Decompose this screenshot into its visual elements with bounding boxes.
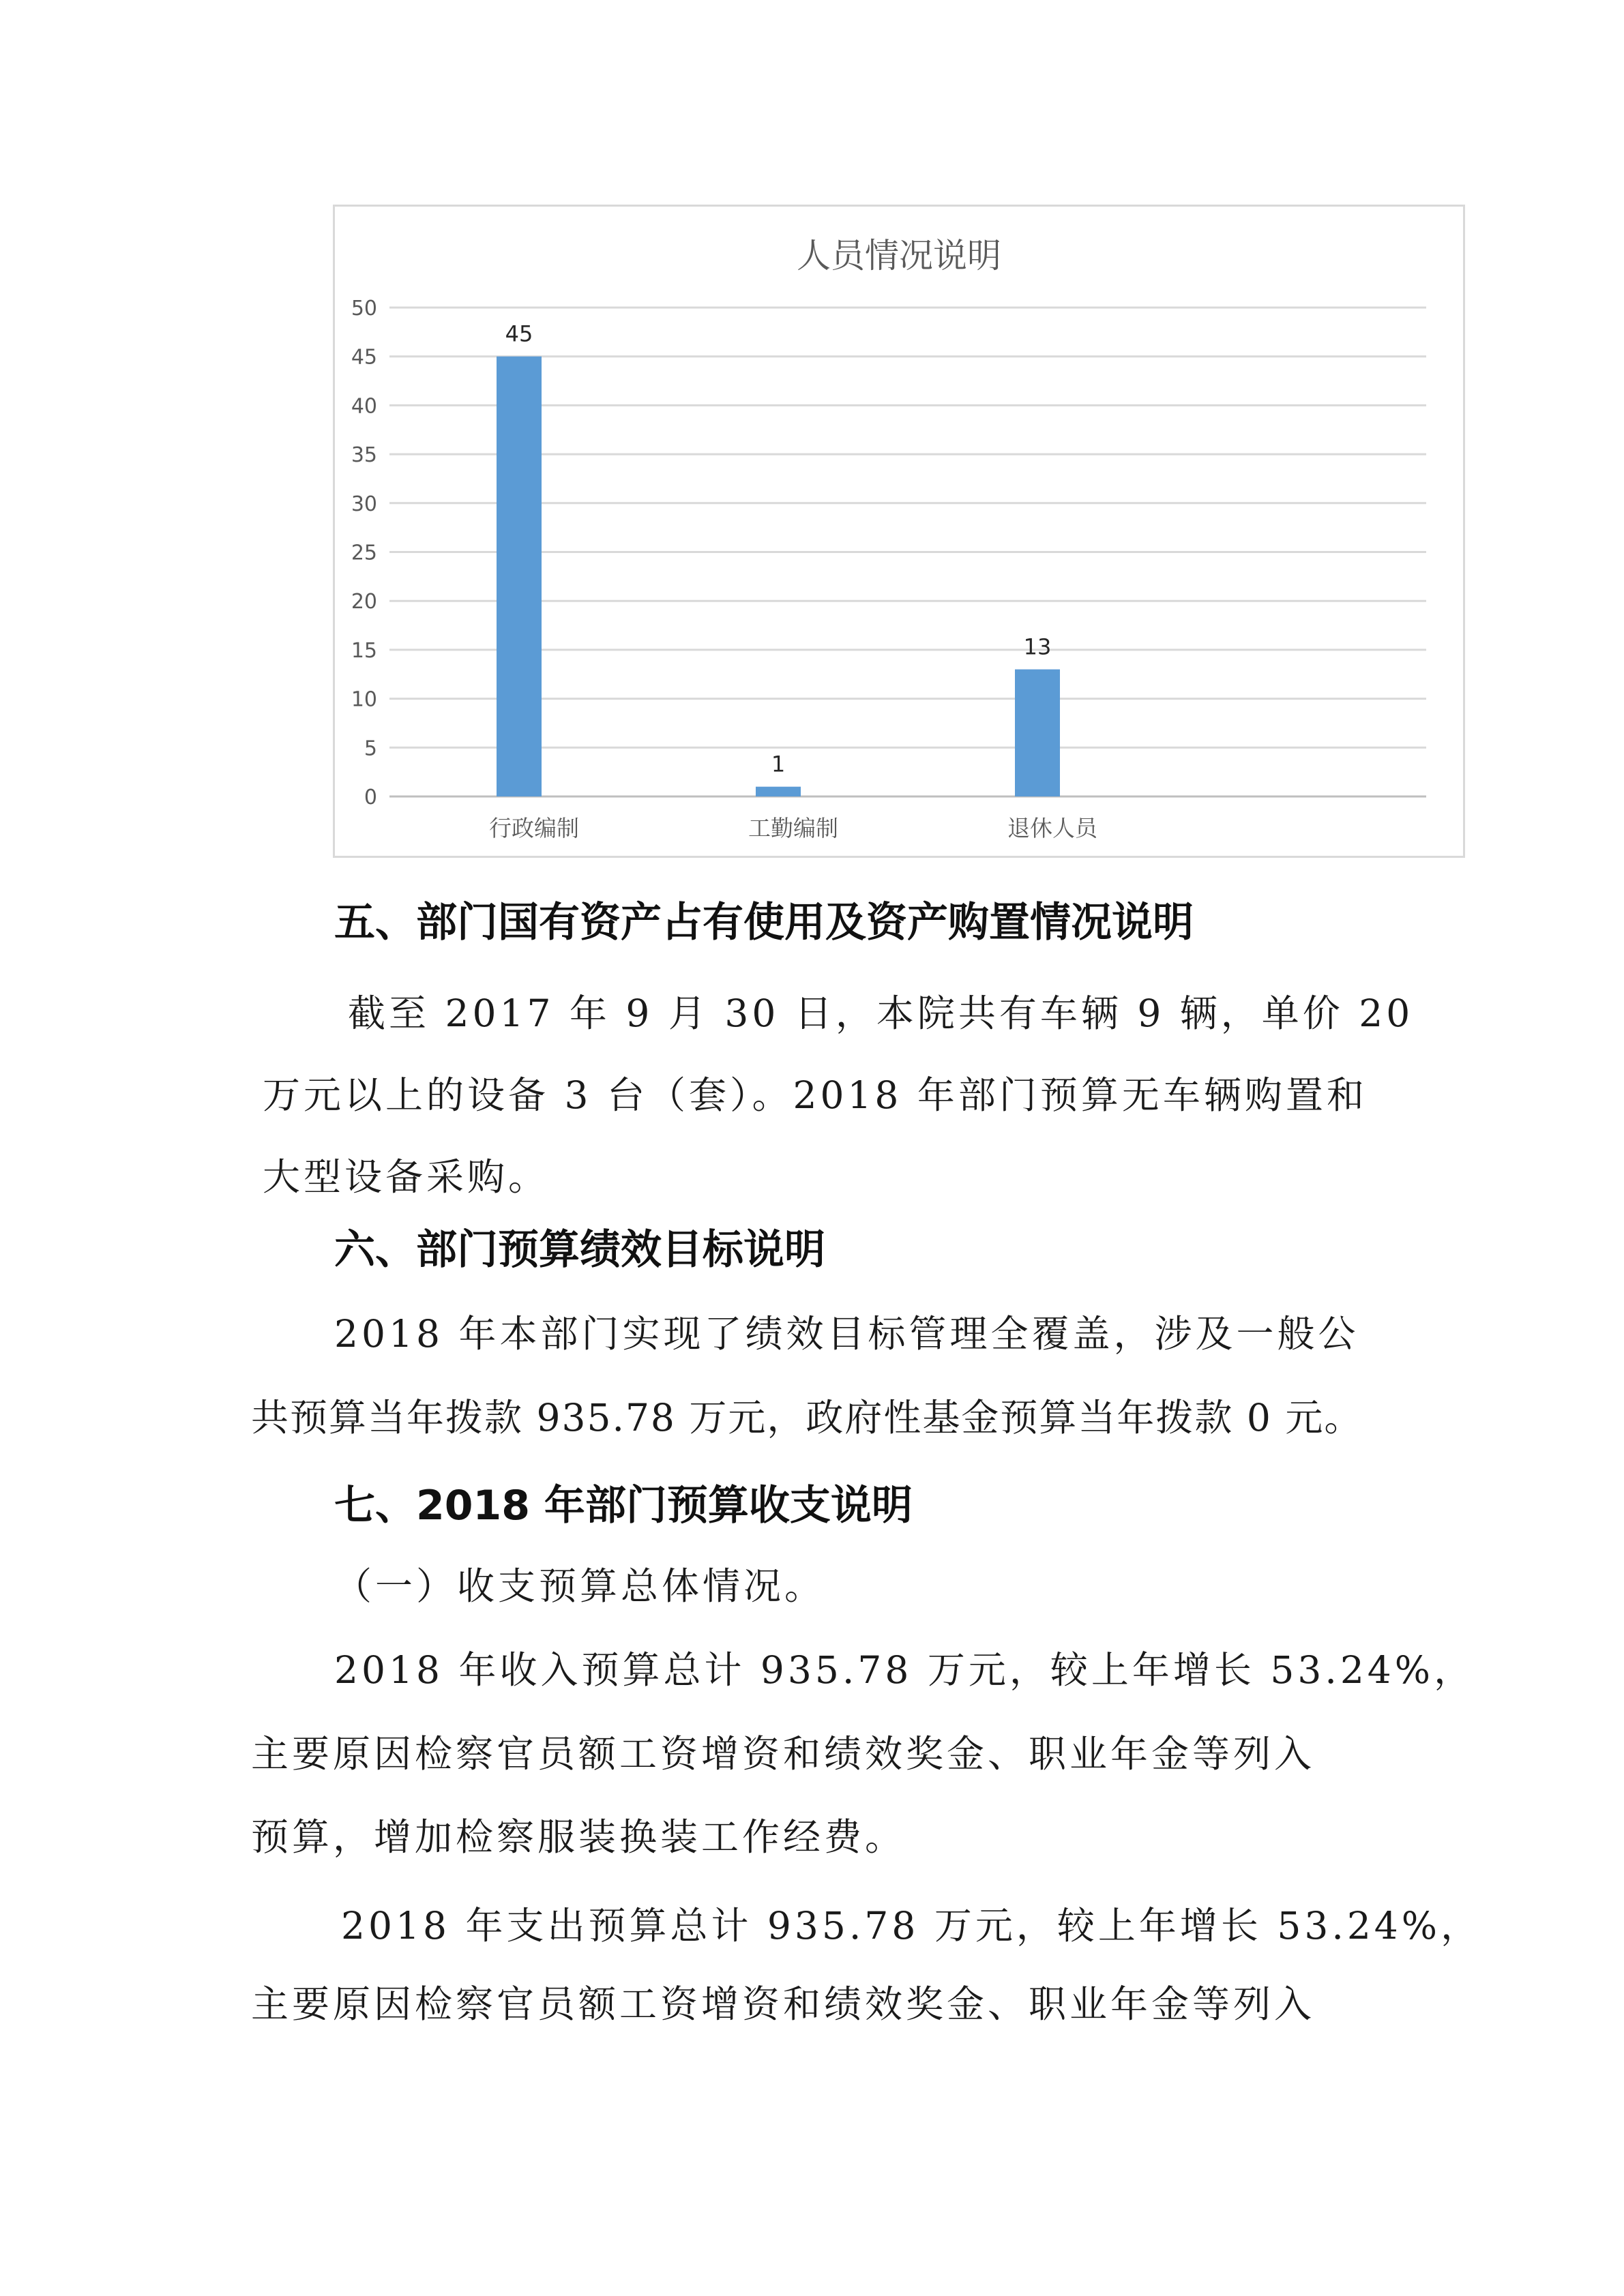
y-tick-label: 15 (351, 638, 377, 663)
data-label: 1 (771, 751, 786, 777)
x-tick-label: 工勤编制 (748, 815, 838, 841)
section-7-p1-line-3: 预算，增加检察服装换装工作经费。 (251, 1815, 906, 1859)
section-5-line-3: 大型设备采购。 (263, 1155, 550, 1199)
bar-1 (497, 357, 542, 796)
y-tick-label: 40 (351, 394, 377, 419)
y-tick-label: 20 (351, 590, 377, 614)
chart-container (333, 205, 1465, 858)
data-label: 45 (505, 320, 533, 347)
section-5-line-1: 截至 2017 年 9 月 30 日，本院共有车辆 9 辆，单价 20 (348, 992, 1414, 1035)
section-5-heading: 五、部门国有资产占有使用及资产购置情况说明 (334, 899, 1194, 946)
section-6-line-1: 2018 年本部门实现了绩效目标管理全覆盖，涉及一般公 (334, 1312, 1359, 1356)
y-tick-label: 45 (351, 345, 377, 370)
section-7-p2-line-2: 主要原因检察官员额工资增资和绩效奖金、职业年金等列入 (251, 1982, 1316, 2026)
y-tick-label: 30 (351, 492, 377, 516)
y-tick-label: 50 (351, 297, 377, 320)
y-tick-label: 25 (351, 541, 377, 565)
section-5-line-2: 万元以上的设备 3 台（套）。2018 年部门预算无车辆购置和 (263, 1073, 1368, 1117)
section-7-p1-line-2: 主要原因检察官员额工资增资和绩效奖金、职业年金等列入 (251, 1732, 1316, 1776)
chart-title: 人员情况说明 (797, 236, 1001, 275)
y-tick-label: 5 (364, 736, 377, 761)
y-tick-label: 0 (364, 786, 377, 809)
y-tick-label: 10 (351, 687, 377, 712)
x-tick-label: 退休人员 (1007, 815, 1097, 841)
section-6-line-2: 共预算当年拨款 935.78 万元，政府性基金预算当年拨款 0 元。 (251, 1396, 1363, 1440)
data-label: 13 (1023, 633, 1052, 660)
section-7-subheading: （一）收支预算总体情况。 (334, 1564, 826, 1608)
section-7-p1-line-1: 2018 年收入预算总计 935.78 万元，较上年增长 53.24%， (334, 1648, 1475, 1692)
section-7-heading: 七、2018 年部门预算收支说明 (334, 1482, 913, 1530)
bar-chart (335, 207, 1463, 856)
section-7-p2-line-1: 2018 年支出预算总计 935.78 万元，较上年增长 53.24%， (341, 1904, 1482, 1948)
y-tick-label: 35 (351, 443, 377, 468)
section-6-heading: 六、部门预算绩效目标说明 (334, 1226, 825, 1274)
bar-3 (1015, 670, 1060, 796)
bar-2 (756, 787, 801, 796)
x-tick-label: 行政编制 (489, 815, 579, 841)
